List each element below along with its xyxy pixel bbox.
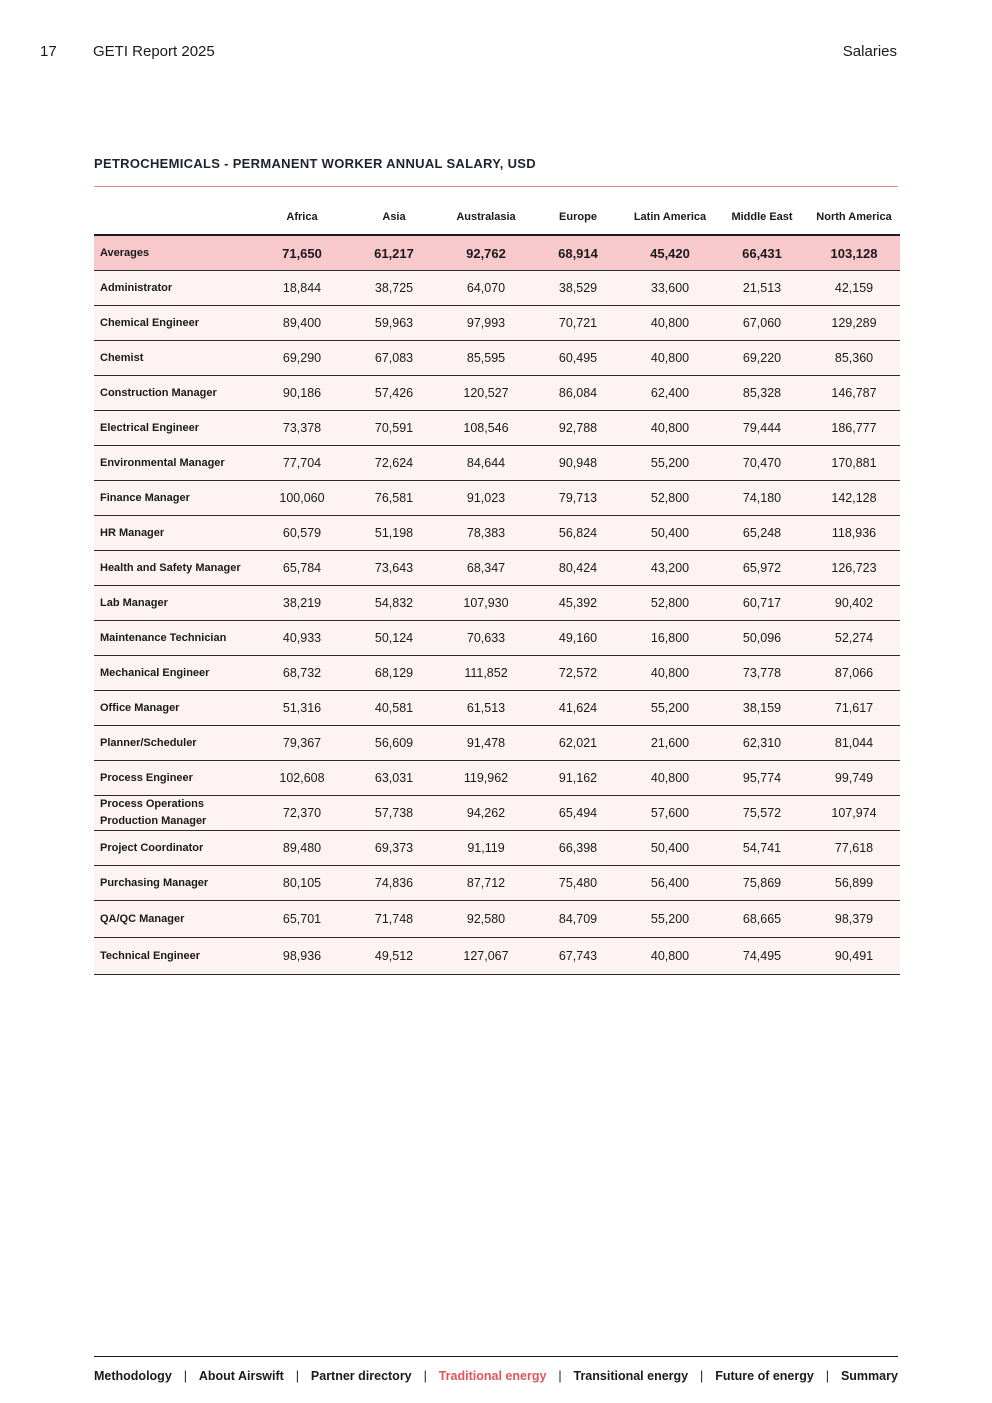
- table-cell: 73,643: [348, 551, 440, 586]
- table-title: PETROCHEMICALS - PERMANENT WORKER ANNUAL SALARY, USD: [94, 156, 536, 171]
- table-cell: 67,060: [716, 306, 808, 341]
- table-cell: 95,774: [716, 761, 808, 796]
- table-cell: 51,198: [348, 516, 440, 551]
- table-cell: 69,290: [256, 341, 348, 376]
- table-cell: 91,162: [532, 761, 624, 796]
- column-header-africa: Africa: [256, 199, 348, 235]
- table-cell: 16,800: [624, 621, 716, 656]
- nav-separator: |: [825, 1369, 830, 1383]
- table-cell: 73,378: [256, 411, 348, 446]
- averages-label: Averages: [94, 235, 256, 271]
- table-cell: 67,743: [532, 938, 624, 975]
- table-cell: 85,595: [440, 341, 532, 376]
- table-cell: 55,200: [624, 446, 716, 481]
- column-header-latin-america: Latin America: [624, 199, 716, 235]
- page-header: [0, 43, 992, 63]
- column-header-north-america: North America: [808, 199, 900, 235]
- table-cell: 40,800: [624, 656, 716, 691]
- table-row: [94, 411, 900, 446]
- table-cell: 90,491: [808, 938, 900, 975]
- table-cell: 90,186: [256, 376, 348, 411]
- table-cell: 54,741: [716, 831, 808, 866]
- table-cell: 79,367: [256, 726, 348, 761]
- table-cell: 92,580: [440, 901, 532, 938]
- row-label: Administrator: [94, 271, 256, 306]
- table-cell: 61,217: [348, 235, 440, 271]
- table-cell: 111,852: [440, 656, 532, 691]
- table-cell: 78,383: [440, 516, 532, 551]
- row-label: Environmental Manager: [94, 446, 256, 481]
- table-row: [94, 341, 900, 376]
- table-cell: 87,066: [808, 656, 900, 691]
- footer-divider: [94, 1356, 898, 1357]
- table-row: [94, 866, 900, 901]
- table-cell: 68,914: [532, 235, 624, 271]
- table-cell: 64,070: [440, 271, 532, 306]
- table-cell: 52,800: [624, 586, 716, 621]
- salary-table: [94, 199, 900, 975]
- table-cell: 65,701: [256, 901, 348, 938]
- table-cell: 62,400: [624, 376, 716, 411]
- table-cell: 146,787: [808, 376, 900, 411]
- table-cell: 56,400: [624, 866, 716, 901]
- nav-separator: |: [183, 1369, 187, 1383]
- table-cell: 62,021: [532, 726, 624, 761]
- nav-link-about-airswift[interactable]: About Airswift: [198, 1369, 284, 1383]
- nav-link-transitional-energy[interactable]: Transitional energy: [573, 1369, 689, 1383]
- table-cell: 81,044: [808, 726, 900, 761]
- table-cell: 40,933: [256, 621, 348, 656]
- table-cell: 59,963: [348, 306, 440, 341]
- averages-row: [94, 235, 900, 271]
- table-cell: 76,581: [348, 481, 440, 516]
- table-cell: 75,480: [532, 866, 624, 901]
- table-row: [94, 796, 900, 831]
- table-cell: 72,572: [532, 656, 624, 691]
- table-row: [94, 621, 900, 656]
- table-cell: 57,600: [624, 796, 716, 831]
- table-cell: 21,513: [716, 271, 808, 306]
- table-cell: 60,717: [716, 586, 808, 621]
- nav-separator: |: [295, 1369, 299, 1383]
- column-header-asia: Asia: [348, 199, 440, 235]
- table-cell: 73,778: [716, 656, 808, 691]
- table-cell: 49,512: [348, 938, 440, 975]
- table-cell: 66,398: [532, 831, 624, 866]
- table-cell: 89,480: [256, 831, 348, 866]
- table-cell: 74,180: [716, 481, 808, 516]
- table-cell: 50,400: [624, 831, 716, 866]
- nav-separator: |: [558, 1369, 562, 1383]
- table-cell: 127,067: [440, 938, 532, 975]
- table-cell: 70,633: [440, 621, 532, 656]
- table-cell: 69,220: [716, 341, 808, 376]
- table-cell: 61,513: [440, 691, 532, 726]
- table-cell: 65,784: [256, 551, 348, 586]
- table-cell: 33,600: [624, 271, 716, 306]
- row-label: Maintenance Technician: [94, 621, 256, 656]
- table-cell: 90,948: [532, 446, 624, 481]
- table-cell: 170,881: [808, 446, 900, 481]
- table-cell: 87,712: [440, 866, 532, 901]
- table-cell: 45,392: [532, 586, 624, 621]
- table-cell: 68,129: [348, 656, 440, 691]
- row-label: Technical Engineer: [94, 938, 256, 975]
- table-cell: 94,262: [440, 796, 532, 831]
- table-row: [94, 306, 900, 341]
- table-row: [94, 271, 900, 306]
- row-label: Construction Manager: [94, 376, 256, 411]
- row-label: Lab Manager: [94, 586, 256, 621]
- table-cell: 186,777: [808, 411, 900, 446]
- table-cell: 75,572: [716, 796, 808, 831]
- table-cell: 70,591: [348, 411, 440, 446]
- table-cell: 71,748: [348, 901, 440, 938]
- table-row: [94, 691, 900, 726]
- row-label: Finance Manager: [94, 481, 256, 516]
- table-cell: 67,083: [348, 341, 440, 376]
- table-cell: 40,581: [348, 691, 440, 726]
- table-cell: 142,128: [808, 481, 900, 516]
- table-cell: 43,200: [624, 551, 716, 586]
- column-header-role: [94, 199, 256, 235]
- table-cell: 99,749: [808, 761, 900, 796]
- table-cell: 40,800: [624, 341, 716, 376]
- table-cell: 100,060: [256, 481, 348, 516]
- table-cell: 70,721: [532, 306, 624, 341]
- row-label: Chemical Engineer: [94, 306, 256, 341]
- row-label: Health and Safety Manager: [94, 551, 256, 586]
- table-cell: 97,993: [440, 306, 532, 341]
- table-cell: 50,124: [348, 621, 440, 656]
- table-cell: 92,788: [532, 411, 624, 446]
- row-label: QA/QC Manager: [94, 901, 256, 938]
- table-cell: 65,248: [716, 516, 808, 551]
- table-cell: 40,800: [624, 306, 716, 341]
- table-cell: 80,105: [256, 866, 348, 901]
- table-cell: 84,709: [532, 901, 624, 938]
- table-cell: 102,608: [256, 761, 348, 796]
- table-cell: 55,200: [624, 901, 716, 938]
- table-cell: 54,832: [348, 586, 440, 621]
- table-cell: 108,546: [440, 411, 532, 446]
- table-cell: 52,800: [624, 481, 716, 516]
- table-cell: 51,316: [256, 691, 348, 726]
- table-cell: 38,529: [532, 271, 624, 306]
- table-cell: 55,200: [624, 691, 716, 726]
- table-cell: 91,478: [440, 726, 532, 761]
- table-cell: 84,644: [440, 446, 532, 481]
- page-number: 17: [40, 43, 57, 60]
- nav-link-traditional-energy[interactable]: Traditional energy: [438, 1369, 547, 1383]
- table-cell: 92,762: [440, 235, 532, 271]
- table-cell: 126,723: [808, 551, 900, 586]
- table-cell: 42,159: [808, 271, 900, 306]
- row-label: Process Engineer: [94, 761, 256, 796]
- column-header-australasia: Australasia: [440, 199, 532, 235]
- footer-navigation: [94, 1367, 898, 1385]
- table-cell: 65,972: [716, 551, 808, 586]
- table-row: [94, 831, 900, 866]
- nav-link-methodology[interactable]: Methodology: [94, 1369, 172, 1383]
- table-cell: 77,618: [808, 831, 900, 866]
- table-cell: 86,084: [532, 376, 624, 411]
- table-cell: 52,274: [808, 621, 900, 656]
- table-cell: 80,424: [532, 551, 624, 586]
- table-cell: 56,824: [532, 516, 624, 551]
- table-cell: 85,360: [808, 341, 900, 376]
- table-row: [94, 901, 900, 938]
- table-cell: 68,347: [440, 551, 532, 586]
- table-cell: 57,426: [348, 376, 440, 411]
- row-label: Electrical Engineer: [94, 411, 256, 446]
- section-title: Salaries: [842, 43, 897, 60]
- table-cell: 71,617: [808, 691, 900, 726]
- table-cell: 69,373: [348, 831, 440, 866]
- table-cell: 120,527: [440, 376, 532, 411]
- table-cell: 65,494: [532, 796, 624, 831]
- table-cell: 98,936: [256, 938, 348, 975]
- table-cell: 38,159: [716, 691, 808, 726]
- table-cell: 107,930: [440, 586, 532, 621]
- nav-separator: |: [423, 1369, 427, 1383]
- table-cell: 66,431: [716, 235, 808, 271]
- table-cell: 91,119: [440, 831, 532, 866]
- nav-link-summary[interactable]: Summary: [840, 1369, 898, 1383]
- row-label: Chemist: [94, 341, 256, 376]
- column-header-europe: Europe: [532, 199, 624, 235]
- nav-link-partner-directory[interactable]: Partner directory: [310, 1369, 412, 1383]
- table-row: [94, 516, 900, 551]
- table-cell: 85,328: [716, 376, 808, 411]
- table-cell: 40,800: [624, 761, 716, 796]
- row-label: Project Coordinator: [94, 831, 256, 866]
- table-cell: 38,725: [348, 271, 440, 306]
- table-cell: 103,128: [808, 235, 900, 271]
- row-label: Purchasing Manager: [94, 866, 256, 901]
- row-label: HR Manager: [94, 516, 256, 551]
- table-cell: 45,420: [624, 235, 716, 271]
- row-label: Office Manager: [94, 691, 256, 726]
- table-cell: 40,800: [624, 411, 716, 446]
- table-cell: 91,023: [440, 481, 532, 516]
- table-row: [94, 551, 900, 586]
- nav-link-future-of-energy[interactable]: Future of energy: [715, 1369, 814, 1383]
- table-cell: 50,096: [716, 621, 808, 656]
- table-row: [94, 376, 900, 411]
- table-row: [94, 481, 900, 516]
- table-cell: 49,160: [532, 621, 624, 656]
- table-row: [94, 761, 900, 796]
- table-cell: 77,704: [256, 446, 348, 481]
- table-cell: 118,936: [808, 516, 900, 551]
- table-cell: 90,402: [808, 586, 900, 621]
- table-header-row: [94, 199, 900, 235]
- table-cell: 21,600: [624, 726, 716, 761]
- table-cell: 38,219: [256, 586, 348, 621]
- table-cell: 79,713: [532, 481, 624, 516]
- table-cell: 119,962: [440, 761, 532, 796]
- table-cell: 74,495: [716, 938, 808, 975]
- table-cell: 68,732: [256, 656, 348, 691]
- title-divider: [94, 186, 898, 187]
- table-cell: 56,609: [348, 726, 440, 761]
- table-row: [94, 726, 900, 761]
- table-cell: 60,579: [256, 516, 348, 551]
- table-cell: 57,738: [348, 796, 440, 831]
- table-cell: 72,370: [256, 796, 348, 831]
- report-title: GETI Report 2025: [93, 43, 215, 60]
- table-cell: 79,444: [716, 411, 808, 446]
- table-cell: 74,836: [348, 866, 440, 901]
- nav-separator: |: [700, 1369, 704, 1383]
- table-cell: 41,624: [532, 691, 624, 726]
- table-cell: 71,650: [256, 235, 348, 271]
- table-cell: 40,800: [624, 938, 716, 975]
- table-cell: 68,665: [716, 901, 808, 938]
- table-cell: 72,624: [348, 446, 440, 481]
- table-row: [94, 656, 900, 691]
- table-cell: 70,470: [716, 446, 808, 481]
- table-row: [94, 586, 900, 621]
- table-cell: 75,869: [716, 866, 808, 901]
- row-label: Planner/Scheduler: [94, 726, 256, 761]
- table-cell: 56,899: [808, 866, 900, 901]
- table-row: [94, 938, 900, 975]
- table-cell: 50,400: [624, 516, 716, 551]
- row-label: Mechanical Engineer: [94, 656, 256, 691]
- table-row: [94, 446, 900, 481]
- table-cell: 62,310: [716, 726, 808, 761]
- table-cell: 18,844: [256, 271, 348, 306]
- table-cell: 89,400: [256, 306, 348, 341]
- table-cell: 98,379: [808, 901, 900, 938]
- table-cell: 129,289: [808, 306, 900, 341]
- column-header-middle-east: Middle East: [716, 199, 808, 235]
- row-label: Process Operations Production Manager: [94, 796, 256, 831]
- table-cell: 63,031: [348, 761, 440, 796]
- table-cell: 60,495: [532, 341, 624, 376]
- table-cell: 107,974: [808, 796, 900, 831]
